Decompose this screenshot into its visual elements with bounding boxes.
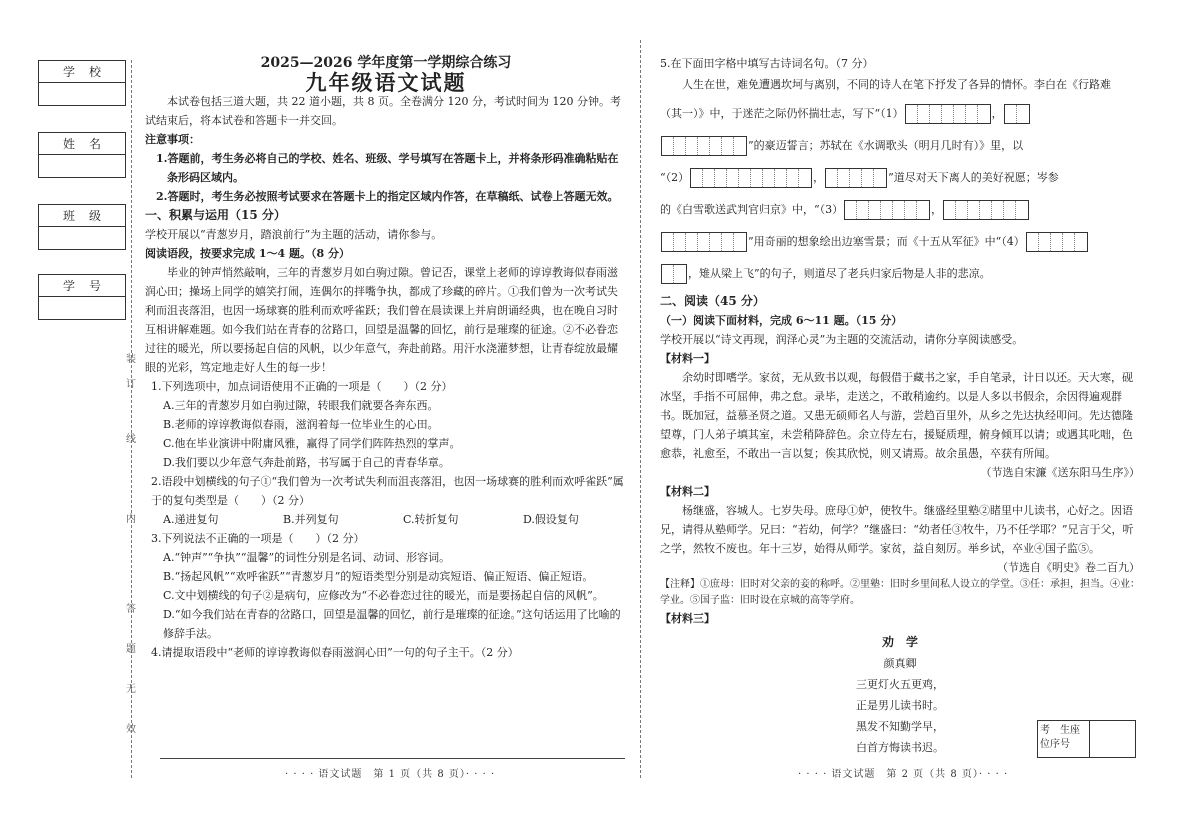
material-1-heading: 【材料一】 <box>660 352 715 365</box>
right-page-footer: · · · · 语文试题 第 2 页（共 8 页）· · · · <box>798 769 1009 780</box>
q2-option-d: D.假设复句 <box>523 513 579 526</box>
q2-option-b: B.并列复句 <box>283 513 339 526</box>
seat-number-box <box>1037 720 1136 758</box>
tianzige-3b[interactable] <box>943 200 1029 220</box>
student-id-field[interactable] <box>39 297 125 319</box>
left-page <box>145 54 627 662</box>
tianzige-2a[interactable] <box>690 168 812 188</box>
q5-text-5b: ， <box>931 203 943 216</box>
q2-options <box>145 510 627 529</box>
seat-number-label: 考 生座位序号 <box>1038 721 1090 757</box>
poem-line: 三更灯火五更鸡， <box>856 678 944 691</box>
q5-line-5 <box>660 198 1140 222</box>
reading-sub-1: （一）阅读下面材料，完成 6～11 题。（15 分） <box>660 314 903 327</box>
tianzige-4a[interactable] <box>1026 232 1088 252</box>
left-answer-line <box>160 758 625 759</box>
cut-char: 效 <box>126 724 136 735</box>
question-5: 5.在下面田字格中填写古诗词名句。（7 分） <box>660 57 874 70</box>
tianzige-3a[interactable] <box>844 200 930 220</box>
notice-title: 注意事项： <box>145 133 200 146</box>
page-divider <box>640 40 641 778</box>
name-field[interactable] <box>39 155 125 177</box>
q5-line-2: （其一）》中，于迷茫之际仍怀揣壮志，写下“（1） ， <box>660 102 1140 126</box>
exam-subject-title: 九年级语文试题 <box>305 70 467 95</box>
poem-author: 颜真卿 <box>883 657 917 670</box>
notice-item-1: 1.答题前，考生务必将自己的学校、姓名、班级、学号填写在答题卡上，并将条形码准确粘贴在条形码区域内。 <box>156 152 619 184</box>
tianzige-1b[interactable] <box>1004 104 1030 124</box>
class-label: 班级 <box>39 205 125 227</box>
q2-option-c: C.转折复句 <box>403 513 459 526</box>
poem-title: 劝 学 <box>881 635 918 649</box>
q5-line-6 <box>660 230 1140 254</box>
tianzige-3c[interactable] <box>661 232 747 252</box>
tianzige-2b[interactable] <box>825 168 887 188</box>
q5-line-3 <box>660 134 1140 158</box>
activity-theme-2: 学校开展以“诗文再现，润泽心灵”为主题的交流活动，请你分享阅读感受。 <box>660 333 1024 346</box>
q5-text-5: 的《白雪歌送武判官归京》中，“（3） <box>660 203 844 216</box>
q5-text-3: ”的豪迈誓言；苏轼在《水调歌头（明月几时有）》里，以 <box>748 139 1024 152</box>
question-3: 3.下列说法不正确的一项是（ ）（2 分） <box>151 532 365 545</box>
left-page-footer: · · · · 语文试题 第 1 页（共 8 页）· · · · <box>285 769 496 780</box>
annotation-notes: 【注释】①庶母：旧时对父亲的妾的称呼。②里塾：旧时乡里间私人设立的学堂。③任：承担，担当。④业：学业。⑤国子监：旧时设在京城的高等学府。 <box>660 579 1140 606</box>
q5-text-2: （其一）》中，于迷茫之际仍怀揣壮志，写下“（1） <box>660 107 904 120</box>
q5-text-4c: ”道尽对天下离人的美好祝愿；岑参 <box>888 171 1059 184</box>
q3-option-a: A.“钟声”“争执”“温馨”的词性分别是名词、动词、形容词。 <box>163 551 451 564</box>
material-3-heading: 【材料三】 <box>660 612 715 625</box>
q1-option-a: A.三年的青葱岁月如白驹过隙，转眼我们就要各奔东西。 <box>163 399 439 412</box>
activity-theme: 学校开展以“青葱岁月，踏浪前行”为主题的活动，请你参与。 <box>145 228 443 241</box>
q5-text-4a: “（2） <box>660 171 690 184</box>
section-2-title: 二、阅读（45 分） <box>660 294 765 308</box>
material-2-text: 杨继盛，容城人。七岁失母。庶母①妒，使牧牛。继盛经里塾②睹里中儿读书，心好之。因语兄，请得从塾师学。兄曰：“若幼，何学？”继盛曰：“幼者任③牧牛，乃不任学耶？”兄言于父，听之学，然牧不废也。年十三岁，始得从师学。家贫，益自刻厉。举乡试，卒业④国子监⑤。 <box>660 504 1134 555</box>
poem-line: 黑发不知勤学早， <box>856 720 944 733</box>
binding-cut-line <box>131 60 132 778</box>
right-page <box>660 54 1140 758</box>
notice-item-2: 2.答题时，考生务必按照考试要求在答题卡上的指定区域内作答，在草稿纸、试卷上答题无效。 <box>156 190 619 203</box>
poem-line: 正是男儿读书时。 <box>856 699 944 712</box>
tianzige-4b[interactable] <box>661 264 687 284</box>
q5-text-4b: ， <box>813 171 825 184</box>
cut-char: 无 <box>126 684 136 695</box>
q5-text-7: ，雉从梁上飞”的句子，则道尽了老兵归家后物是人非的悲凉。 <box>688 267 991 280</box>
material-2-source: （节选自《明史》卷二百九） <box>997 561 1140 574</box>
school-label: 学校 <box>39 61 125 83</box>
question-4: 4.请提取语段中“老师的谆谆教诲似春雨滋润心田”一句的句子主干。（2 分） <box>151 646 519 659</box>
school-field[interactable] <box>39 83 125 105</box>
tianzige-1a[interactable] <box>905 104 991 124</box>
name-box <box>38 132 126 178</box>
student-id-label: 学号 <box>39 275 125 297</box>
q3-option-d: D.“如今我们站在青春的岔路口，回望是温馨的回忆，前行是璀璨的征途。”这句话运用了比喻的修辞手法。 <box>163 608 621 640</box>
cut-char: 订 <box>126 379 136 390</box>
q5-text-1: 人生在世，难免遭遇坎坷与离别，不同的诗人在笔下抒发了各异的情怀。李白在《行路难 <box>682 78 1111 91</box>
cut-char: 线 <box>126 434 136 445</box>
q3-option-b: B.“扬起风帆”“欢呼雀跃”“青葱岁月”的短语类型分别是动宾短语、偏正短语、偏正短语。 <box>163 570 594 583</box>
q1-option-d: D.我们要以少年意气奔赴前路，书写属于自己的青春华章。 <box>163 456 450 469</box>
question-2: 2.语段中划横线的句子①“我们曾为一次考试失利而沮丧落泪，也因一场球赛的胜利而欢呼雀跃”属于的复句类型是（ ）（2 分） <box>151 475 624 507</box>
q2-option-a: A.递进复句 <box>163 513 219 526</box>
school-box <box>38 60 126 106</box>
q5-line-7 <box>660 262 1140 286</box>
reading-instruction: 阅读语段，按要求完成 1～4 题。（8 分） <box>145 247 350 260</box>
q1-option-c: C.他在毕业演讲中附庸风雅，赢得了同学们阵阵热烈的掌声。 <box>163 437 461 450</box>
class-field[interactable] <box>39 227 125 249</box>
seat-number-field[interactable] <box>1090 721 1135 757</box>
cut-char: 答 <box>126 604 136 615</box>
material-1-text: 余幼时即嗜学。家贫，无从致书以观，每假借于藏书之家，手自笔录，计日以还。天大寒，砚冰坚，手指不可屈伸，弗之怠。录毕，走送之，不敢稍逾约。以是人多以书假余，余因得遍观群书。既加冠，益慕圣贤之道。又患无硕师名人与游，尝趋百里外，从乡之先达执经叩问。先达德隆望尊，门人弟子填其室，未尝稍降辞色。余立侍左右，援疑质理，俯身倾耳以请；或遇其叱咄，色愈恭，礼愈至，不敢出一言以复；俟其欣悦，则又请焉。故余虽愚，卒获有所闻。 <box>660 371 1133 460</box>
material-2-heading: 【材料二】 <box>660 485 715 498</box>
cut-char: 内 <box>126 514 136 525</box>
q1-option-b: B.老师的谆谆教诲似春雨，滋润着每一位毕业生的心田。 <box>163 418 439 431</box>
q3-option-c: C.文中划横线的句子②是病句，应修改为“不必眷恋过往的暖光，而是要扬起自信的风帆”。 <box>163 589 604 602</box>
exam-intro: 本试卷包括三道大题，共 22 道小题，共 8 页。全卷满分 120 分，考试时间为 120 分钟。考试结束后，将本试卷和答题卡一并交回。 <box>145 95 621 127</box>
material-1-source: （节选自宋濂《送东阳马生序》） <box>980 466 1140 479</box>
class-box <box>38 204 126 250</box>
reading-passage: 毕业的钟声悄然敲响，三年的青葱岁月如白驹过隙。曾记否，课堂上老师的谆谆教诲似春雨滋润心田；操场上同学的嬉笑打闹，连偶尔的拌嘴争执，都成了珍藏的碎片。①我们曾为一次考试失利而沮丧落泪，也因一场球赛的胜利而欢呼雀跃；我们曾在晨读课上并肩朗诵经典，也在晚自习时互相讲解难题。如今我们站在青春的岔路口，回望是温馨的回忆，前行是璀璨的征途。②不必眷恋过往的暖光，所以要扬起自信的风帆，以少年意气，奔赴前路。用汗水浇灌梦想，让青春绽放最耀眼的光彩，笃定地走好人生的每一步！ <box>145 266 618 374</box>
q5-text-6: ”用奇丽的想象绘出边塞雪景；而《十五从军征》中“（4） <box>748 235 1025 248</box>
name-label: 姓名 <box>39 133 125 155</box>
question-1: 1.下列选项中，加点词语使用不正确的一项是（ ）（2 分） <box>151 380 453 393</box>
student-id-box <box>38 274 126 320</box>
q5-line-4 <box>660 166 1140 190</box>
section-1-title: 一、积累与运用（15 分） <box>145 208 286 222</box>
poem-line: 白首方悔读书迟。 <box>856 741 944 754</box>
tianzige-1c[interactable] <box>661 136 747 156</box>
cut-char: 装 <box>126 354 136 365</box>
exam-year-title: 2025—2026 学年度第一学期综合练习 <box>260 55 512 71</box>
cut-char: 题 <box>126 644 136 655</box>
